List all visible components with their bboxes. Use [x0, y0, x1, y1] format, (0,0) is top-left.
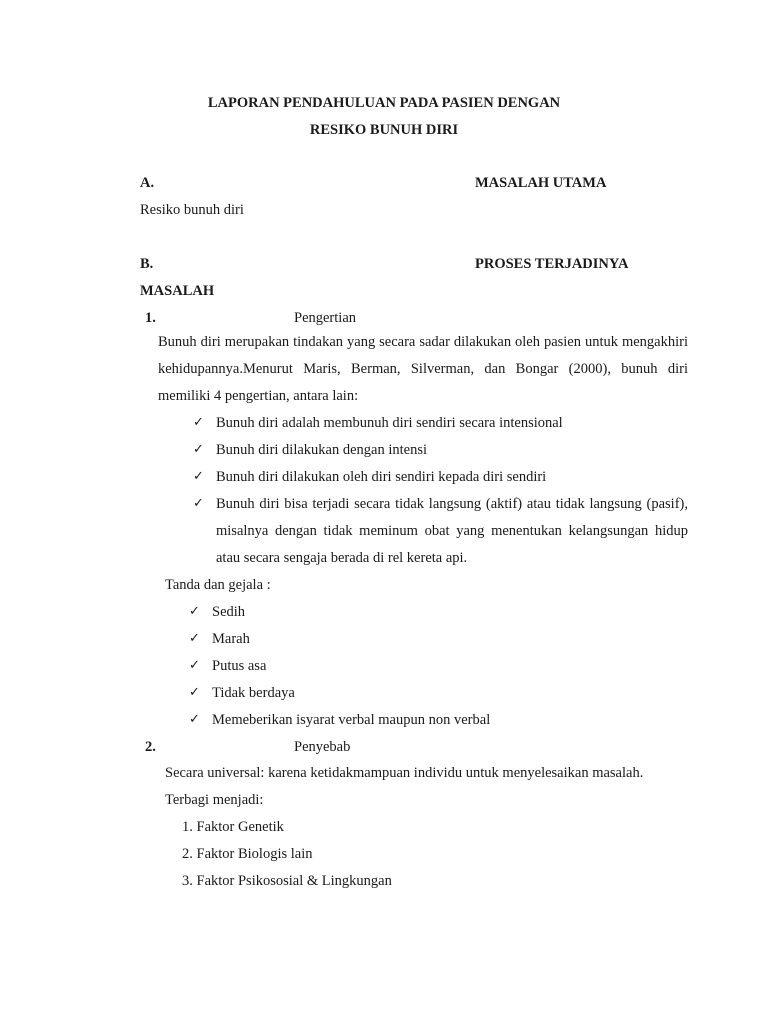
section-b-heading-part1: PROSES TERJADINYA: [475, 256, 629, 272]
sign-item: Marah: [212, 631, 250, 647]
check-mark-icon: ✓: [193, 415, 204, 430]
sub2-line2: Terbagi menjadi:: [165, 792, 264, 808]
check-mark-icon: ✓: [189, 685, 200, 700]
sign-item: Memeberikan isyarat verbal maupun non verbal: [212, 712, 491, 728]
factor-item: 1. Faktor Genetik: [182, 819, 284, 835]
document-title-line2: RESIKO BUNUH DIRI: [309, 122, 459, 138]
check-mark-icon: ✓: [189, 604, 200, 619]
section-a-letter: A.: [140, 175, 155, 191]
check-mark-icon: ✓: [189, 631, 200, 646]
sign-item: Putus asa: [212, 658, 267, 674]
check-mark-icon: ✓: [189, 712, 200, 727]
factor-item: 2. Faktor Biologis lain: [182, 846, 313, 862]
sign-item: Tidak berdaya: [212, 685, 295, 701]
document-title-line1: LAPORAN PENDAHULUAN PADA PASIEN DENGAN: [207, 95, 561, 111]
check-mark-icon: ✓: [189, 658, 200, 673]
definition-item: Bunuh diri adalah membunuh diri sendiri secara intensional: [216, 415, 563, 431]
definition-item: Bunuh diri bisa terjadi secara tidak langsung (aktif) atau tidak langsung (pasif), misalnya dengan tidak meminum obat yang menentukan kelangsungan hidup atau secara sengaja berada di rel kereta api.: [216, 496, 688, 566]
definition-item: Bunuh diri dilakukan dengan intensi: [216, 442, 428, 458]
sub1-number: 1.: [145, 310, 156, 326]
section-a-content: Resiko bunuh diri: [140, 202, 244, 218]
section-b-letter: B.: [140, 256, 154, 272]
check-mark-icon: ✓: [193, 442, 204, 457]
sub2-heading: Penyebab: [294, 739, 351, 755]
signs-label: Tanda dan gejala :: [165, 577, 271, 593]
sign-item: Sedih: [212, 604, 246, 620]
sub2-number: 2.: [145, 739, 156, 755]
section-b-heading-part2: MASALAH: [140, 283, 215, 299]
section-a-heading: MASALAH UTAMA: [475, 175, 607, 191]
definition-item: Bunuh diri dilakukan oleh diri sendiri kepada diri sendiri: [216, 469, 547, 485]
sub1-paragraph: Bunuh diri merupakan tindakan yang secara sadar dilakukan oleh pasien untuk mengakhiri kehidupannya.Menurut Maris, Berman, Silverman, dan Bongar (2000), bunuh diri memiliki 4 pengertian, antara lain:: [158, 334, 688, 404]
check-mark-icon: ✓: [193, 496, 204, 511]
check-mark-icon: ✓: [193, 469, 204, 484]
sub1-heading: Pengertian: [294, 310, 357, 326]
factor-item: 3. Faktor Psikososial & Lingkungan: [182, 873, 392, 889]
sub2-line1: Secara universal: karena ketidakmampuan individu untuk menyelesaikan masalah.: [165, 765, 644, 781]
